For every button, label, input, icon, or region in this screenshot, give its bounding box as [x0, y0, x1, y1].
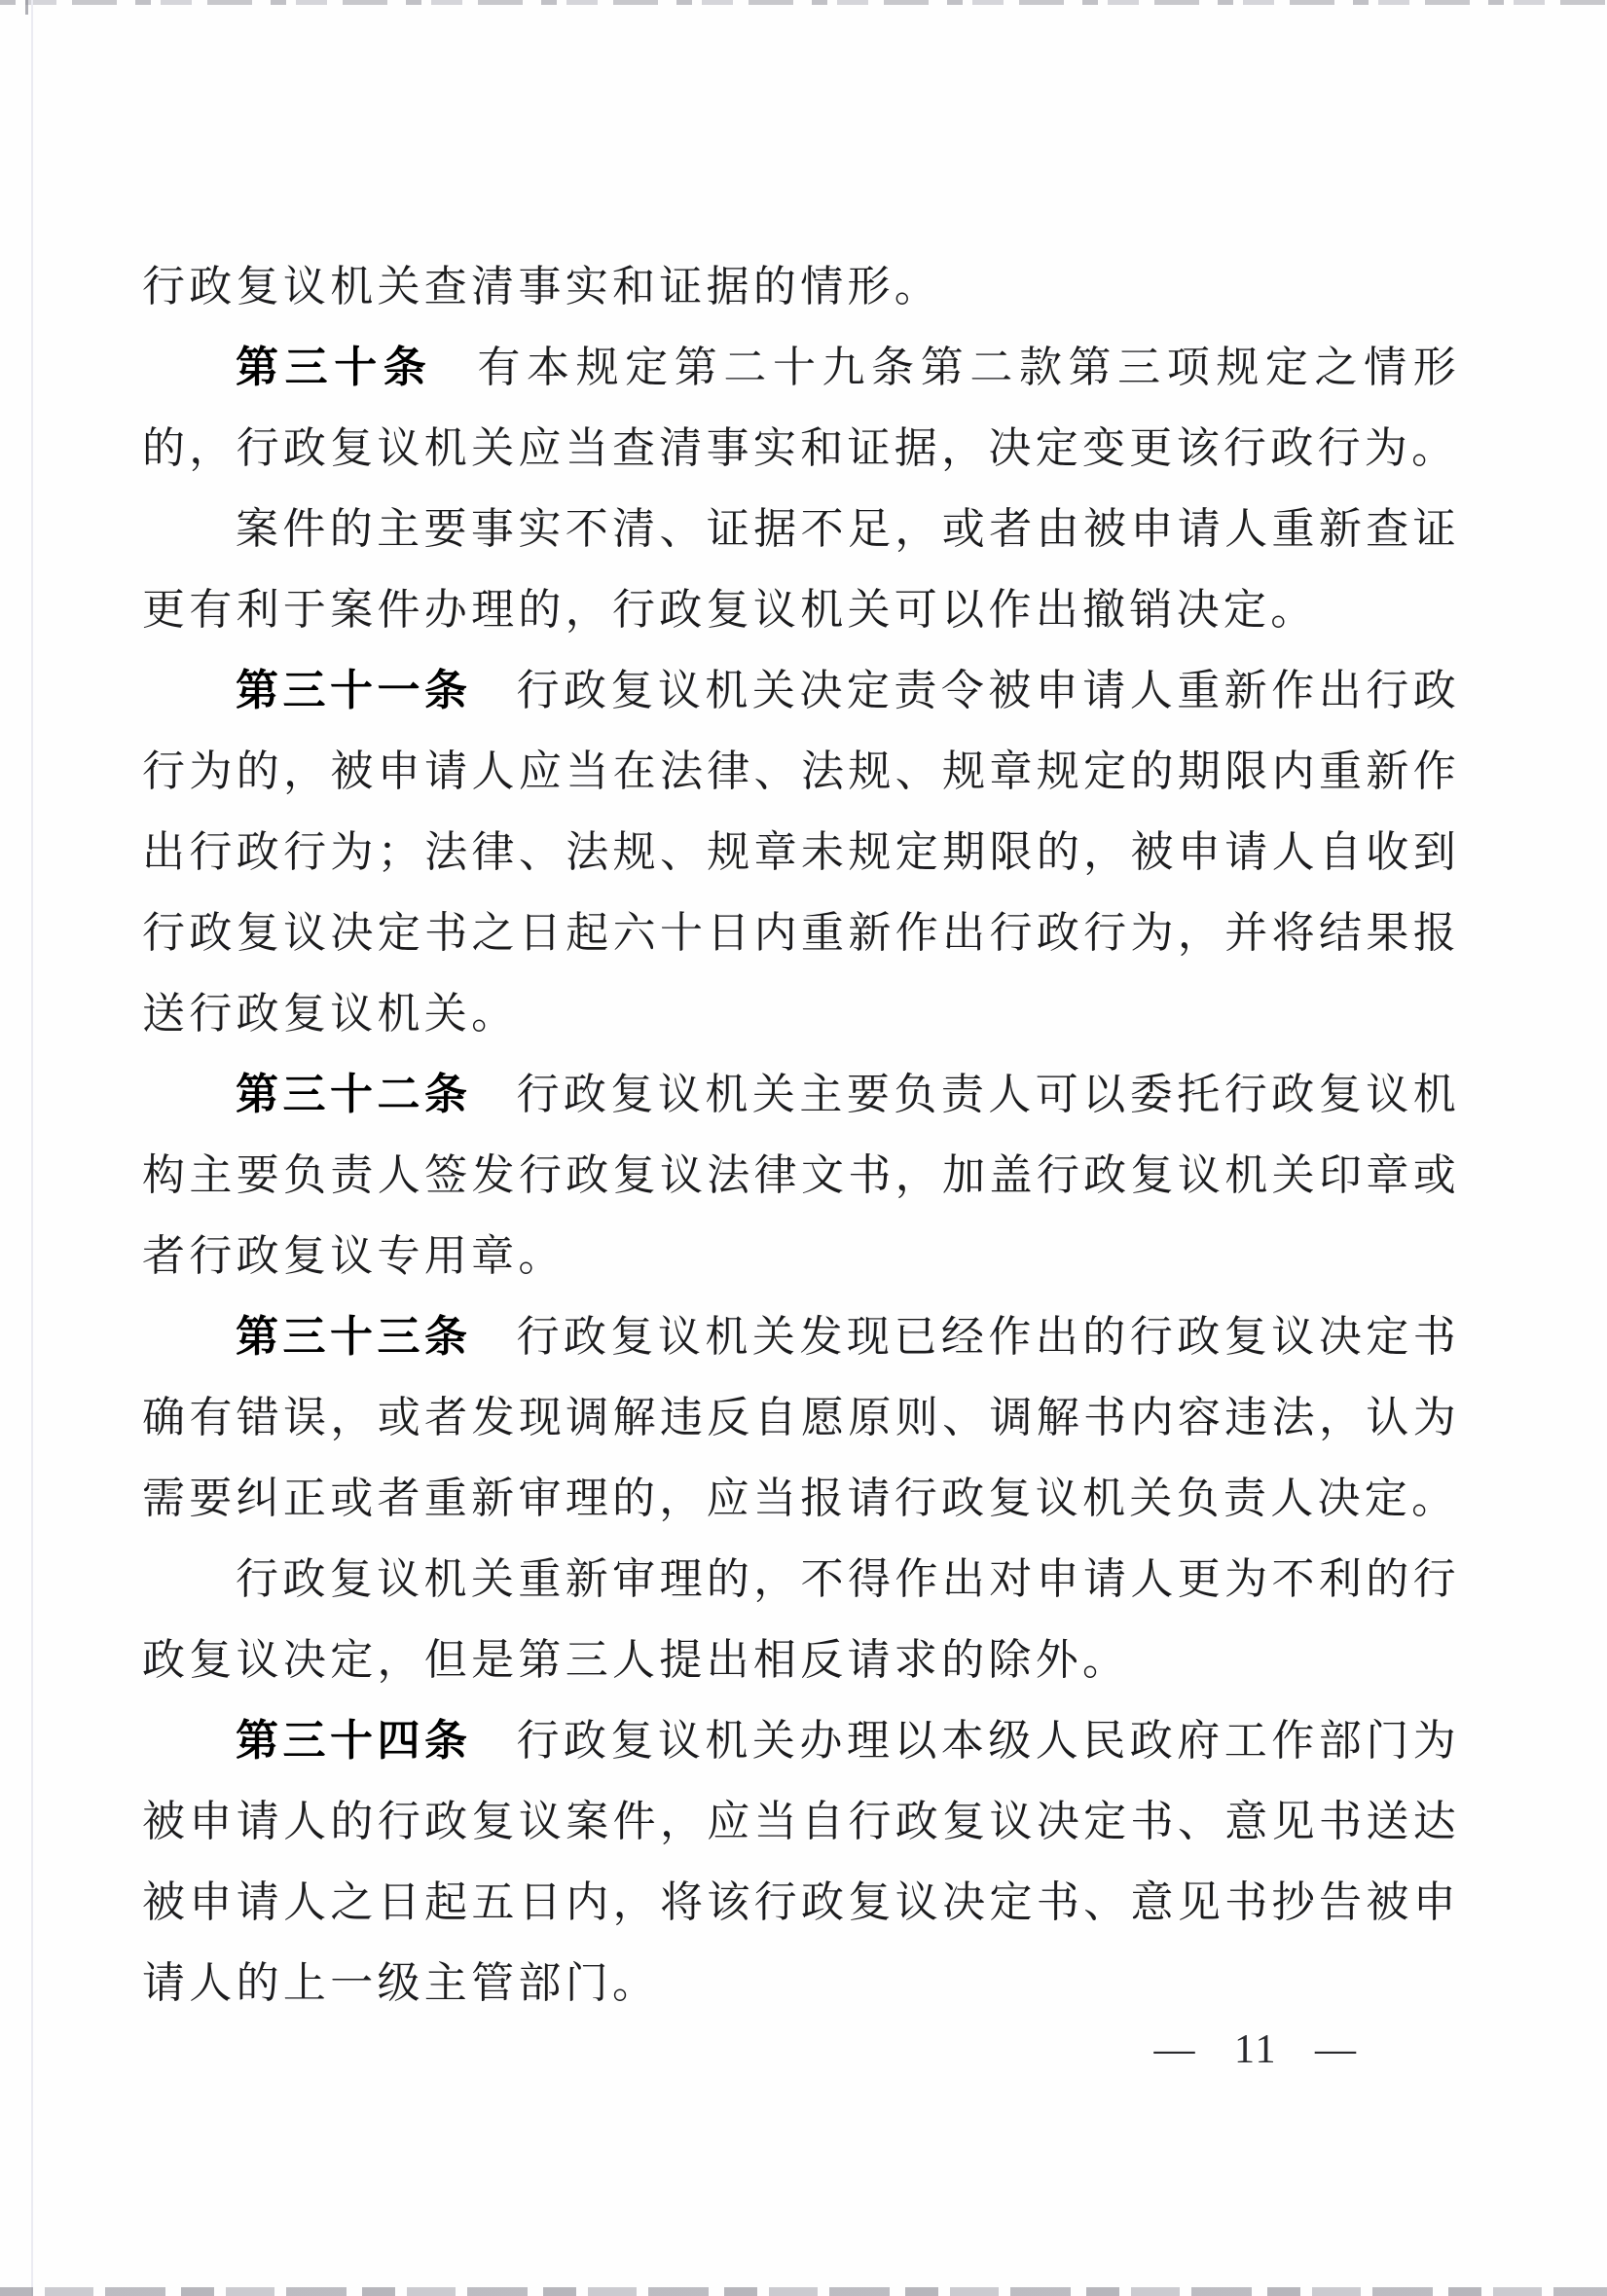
page-number: — 11 —: [1153, 2027, 1358, 2072]
paragraph: [142, 1700, 1460, 2023]
paragraph-text: 行政复议机关发现已经作出的行政复议决定书确有错误，或者发现调解违反自愿原则、调解书内容违法，认为需要纠正或者重新审理的，应当报请行政复议机关负责人决定。: [142, 1313, 1460, 1522]
paragraph: [142, 1539, 1460, 1700]
paragraph-text: 有本规定第二十九条第二款第三项规定之情形的，行政复议机关应当查清事实和证据，决定变更该行政行为。: [142, 344, 1461, 472]
document-body: [142, 246, 1460, 2023]
paragraph: [142, 1296, 1460, 1539]
paragraph-text: 行政复议机关主要负责人可以委托行政复议机构主要负责人签发行政复议法律文书，加盖行政复议机关印章或者行政复议专用章。: [142, 1071, 1460, 1280]
article-number: 第三十三条: [236, 1313, 472, 1361]
paragraph: [142, 650, 1460, 1054]
scan-artifact-bottom-edge: [0, 2287, 1607, 2296]
paragraph-text: 行政复议机关查清事实和证据的情形。: [142, 263, 942, 310]
paragraph: [142, 1054, 1460, 1296]
paragraph: [142, 246, 1460, 327]
article-number: 第三十四条: [236, 1717, 472, 1765]
paragraph: [142, 327, 1460, 489]
paragraph-text: 案件的主要事实不清、证据不足，或者由被申请人重新查证更有利于案件办理的，行政复议机关可以作出撤销决定。: [142, 505, 1460, 634]
article-number: 第三十一条: [236, 667, 472, 714]
article-number: 第三十二条: [236, 1071, 472, 1118]
scan-artifact-corner-tick: [25, 0, 28, 15]
paragraph: [142, 489, 1460, 650]
paragraph-text: 行政复议机关决定责令被申请人重新作出行政行为的，被申请人应当在法律、法规、规章规定的期限内重新作出行政行为；法律、法规、规章未规定期限的，被申请人自收到行政复议决定书之日起六十日内重新作出行政行为，并将结果报送行政复议机关。: [142, 667, 1460, 1038]
article-number: 第三十条: [236, 344, 433, 391]
scan-artifact-top-edge: [0, 0, 1607, 5]
paragraph-text: 行政复议机关办理以本级人民政府工作部门为被申请人的行政复议案件，应当自行政复议决定书、意见书送达被申请人之日起五日内，将该行政复议决定书、意见书抄告被申请人的上一级主管部门。: [142, 1717, 1460, 2007]
scan-artifact-left-line: [31, 0, 33, 2296]
paragraph-text: 行政复议机关重新审理的，不得作出对申请人更为不利的行政复议决定，但是第三人提出相反请求的除外。: [142, 1555, 1460, 1684]
